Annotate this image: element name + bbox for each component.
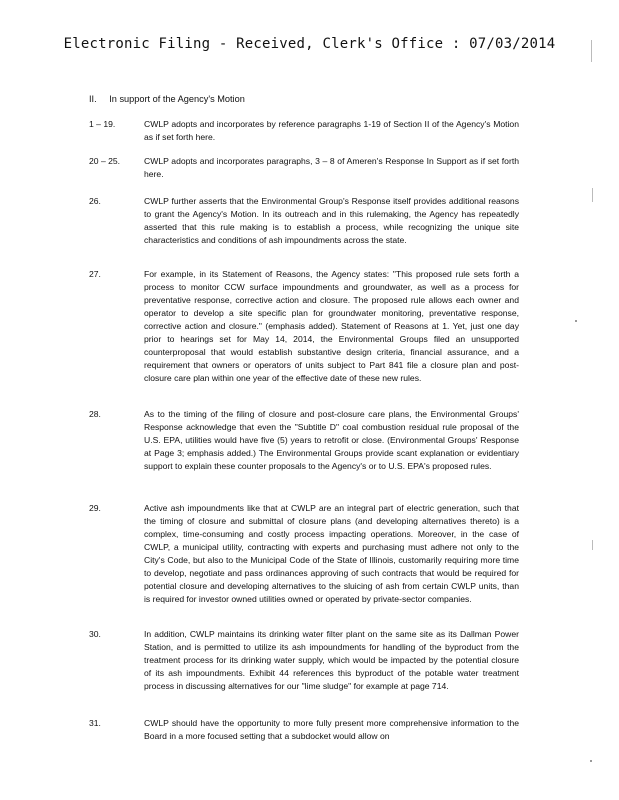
paragraph-28	[89, 408, 519, 473]
paragraph-text: CWLP further asserts that the Environmental Group's Response itself provides additional reasons to grant the Agency's Motion. In its outreach and in this rulemaking, the Agency has repeatedly asserted that this rule making is to establish a process, while recognizing the unique site characteristics and conditions of ash impoundments across the state.	[144, 196, 519, 245]
paragraph-20-25	[89, 155, 519, 181]
scan-artifact	[592, 188, 593, 202]
scan-artifact	[590, 760, 592, 762]
paragraph-number: 30.	[89, 629, 101, 639]
paragraph-29	[89, 502, 519, 606]
section-heading	[89, 94, 245, 104]
paragraph-31	[89, 717, 519, 743]
paragraph-26	[89, 195, 519, 247]
paragraph-number: 27.	[89, 269, 101, 279]
paragraph-text: CWLP adopts and incorporates by reference paragraphs 1-19 of Section II of the Agency's Motion as if set forth here.	[144, 119, 519, 142]
paragraph-27	[89, 268, 519, 385]
paragraph-number: 29.	[89, 503, 101, 513]
paragraph-number: 31.	[89, 718, 101, 728]
paragraph-text: For example, in its Statement of Reasons, the Agency states: "This proposed rule sets forth a process to monitor CCW surface impoundments and groundwater, as well as a process for preventative response, corrective action and closure. The proposed rule allows each owner and operator to develop a site specific plan for groundwater monitoring, preventative response, corrective action and closure." (emphasis added). Statement of Reasons at 1. Yet, just one day prior to hearings set for May 14, 2014, the Environmental Groups filed an unsupported counterproposal that would establish substantive design criteria, financial assurance, and a requirement that owners or operators of units subject to Part 841 file a closure plan and post-closure care plan within one year of the effective date of these new rules.	[144, 269, 519, 383]
paragraph-number: 26.	[89, 196, 101, 206]
paragraph-text: In addition, CWLP maintains its drinking water filter plant on the same site as its Dallman Power Station, and is permitted to utilize its ash impoundments for handling of the byproduct from the treatment process for its drinking water supply, which would be impacted by the potential closure of its ash impoundments. Exhibit 44 references this byproduct of the potable water treatment process in discussing alternatives for our "lime sludge" for example at page 714.	[144, 629, 519, 691]
scan-artifact	[592, 540, 593, 550]
scan-artifact	[591, 40, 592, 62]
paragraph-30	[89, 628, 519, 693]
section-label: II.	[89, 94, 97, 104]
paragraph-text: CWLP should have the opportunity to more fully present more comprehensive information to the Board in a more focused setting that a subdocket would allow on	[144, 718, 519, 741]
paragraph-text: Active ash impoundments like that at CWLP are an integral part of electric generation, such that the timing of closure and submittal of closure plans (and developing alternatives thereto) is a complex, time-consuming and costly process impacting operations. Moreover, in the case of CWLP, a municipal utility, contracting with experts and purchasing must adhere not only to the City's Code, but also to the Municipal Code of the State of Illinois, customarily requiring more time to develop, negotiate and pass ordinances approving of such contracts that would be required for potential closure and developing alternatives to the sluicing of ash from certain CWLP units, than is required for investor owned utilities owned or operated by private-sector companies.	[144, 503, 519, 604]
paragraph-1-19	[89, 118, 519, 144]
paragraph-text: CWLP adopts and incorporates paragraphs, 3 – 8 of Ameren's Response In Support as if set forth here.	[144, 156, 519, 179]
paragraph-text: As to the timing of the filing of closure and post-closure care plans, the Environmental Groups' Response acknowledge that even the "Subtitle D" coal combustion residual rule proposal of the U.S. EPA, utilities would have five (5) years to retrofit or close. (Environmental Groups' Response at Page 3; emphasis added.) The Environmental Groups provide scant explanation or evidentiary support to explain these counter proposals to the Agency's or to U.S. EPA's proposed rules.	[144, 409, 519, 471]
scan-artifact	[575, 320, 577, 322]
paragraph-number: 1 – 19.	[89, 119, 116, 129]
paragraph-number: 28.	[89, 409, 101, 419]
section-title: In support of the Agency's Motion	[109, 94, 245, 104]
paragraph-number: 20 – 25.	[89, 156, 121, 166]
filing-stamp-header: Electronic Filing - Received, Clerk's Office : 07/03/2014	[63, 36, 556, 52]
